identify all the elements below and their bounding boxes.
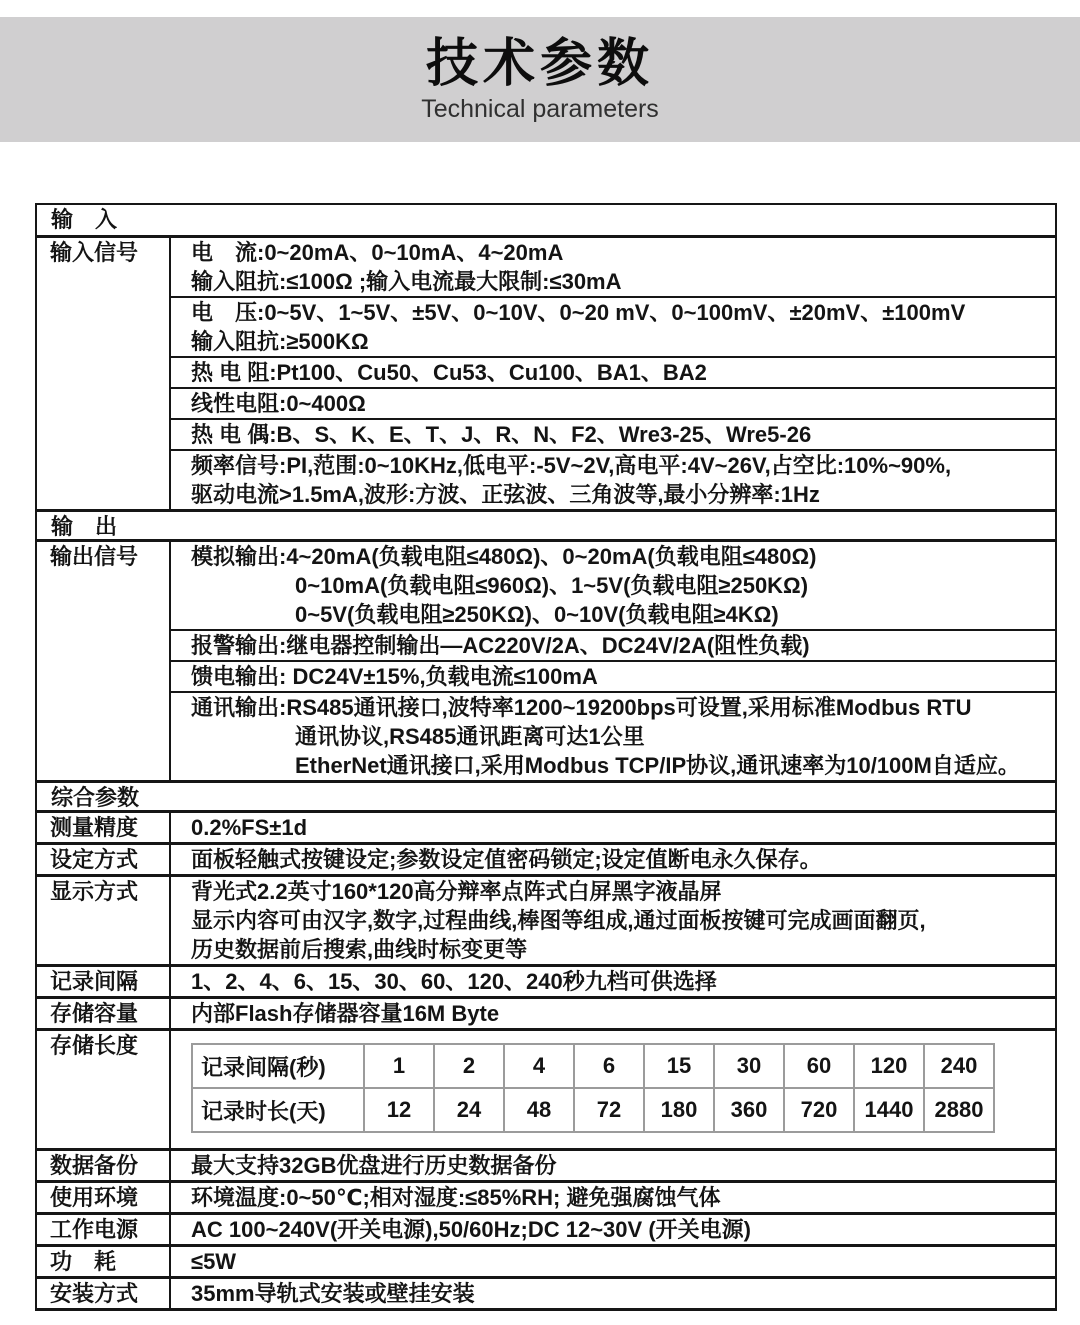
spec-line: 显示内容可由汉字,数字,过程曲线,棒图等组成,通过面板按键可完成画面翻页, [191, 908, 926, 933]
output-block-analog [171, 542, 1055, 629]
row-installation-method [37, 1276, 1055, 1308]
row-content [171, 1247, 1055, 1276]
row-label: 数据备份 [37, 1151, 171, 1180]
title-banner [0, 17, 1080, 142]
row-power-supply [37, 1212, 1055, 1244]
storage-interval-value: 15 [644, 1044, 714, 1088]
row-output-signal [37, 539, 1055, 780]
section-header-output-label: 输 出 [51, 514, 118, 539]
section-header-general [37, 780, 1055, 810]
page-subtitle: Technical parameters [421, 95, 659, 124]
row-storage-capacity [37, 996, 1055, 1028]
spec-line: 馈电输出: DC24V±15%,负载电流≤100mA [191, 664, 598, 689]
row-label-storage-length: 存储长度 [37, 1031, 171, 1148]
storage-duration-value: 720 [784, 1088, 854, 1132]
spec-table [35, 203, 1057, 1311]
spec-line: ≤5W [191, 1249, 237, 1274]
spec-line: AC 100~240V(开关电源),50/60Hz;DC 12~30V (开关电源) [191, 1217, 751, 1242]
spec-line: 通讯协议,RS485通讯距离可达1公里 [295, 724, 645, 749]
row-label: 设定方式 [37, 845, 171, 874]
row-display-method [37, 874, 1055, 964]
row-content [171, 1151, 1055, 1180]
input-block-frequency [171, 449, 1055, 509]
spec-line: 输入阻抗:≤100Ω ;输入电流最大限制:≤30mA [191, 269, 622, 294]
spec-line: 历史数据前后搜索,曲线时标变更等 [191, 937, 528, 962]
input-block-linear-resistance [171, 387, 1055, 418]
row-content [171, 1279, 1055, 1308]
input-block-current [171, 238, 1055, 296]
spec-line: 热 电 偶:B、S、K、E、T、J、R、N、F2、Wre3-25、Wre5-26 [191, 422, 812, 447]
input-block-voltage [171, 296, 1055, 356]
row-content [171, 845, 1055, 874]
storage-duration-value: 1440 [854, 1088, 924, 1132]
row-storage-length [37, 1028, 1055, 1148]
row-label-input-signal: 输入信号 [37, 238, 171, 509]
section-header-input-label: 输 入 [51, 207, 118, 232]
row-label: 功 耗 [37, 1247, 171, 1276]
spec-line: 电 流:0~20mA、0~10mA、4~20mA [191, 240, 564, 265]
row-data-backup [37, 1148, 1055, 1180]
spec-line: 线性电阻:0~400Ω [191, 391, 366, 416]
spec-line: 通讯输出:RS485通讯接口,波特率1200~19200bps可设置,采用标准Modbus RTU [191, 695, 972, 720]
row-measure-accuracy [37, 810, 1055, 842]
output-signal-content [171, 542, 1055, 780]
input-signal-content [171, 238, 1055, 509]
row-record-interval [37, 964, 1055, 996]
row-content [171, 999, 1055, 1028]
storage-interval-value: 4 [504, 1044, 574, 1088]
storage-duration-row [192, 1088, 994, 1132]
spec-line: EtherNet通讯接口,采用Modbus TCP/IP协议,通讯速率为10/100M自适应。 [295, 753, 1020, 778]
spec-line: 输入阻抗:≥500KΩ [191, 329, 369, 354]
row-content [171, 967, 1055, 996]
storage-interval-header: 记录间隔(秒) [192, 1044, 364, 1088]
output-block-alarm [171, 629, 1055, 660]
storage-duration-value: 72 [574, 1088, 644, 1132]
row-content [171, 877, 1055, 964]
storage-interval-value: 6 [574, 1044, 644, 1088]
row-operating-environment [37, 1180, 1055, 1212]
row-input-signal [37, 235, 1055, 509]
storage-duration-value: 12 [364, 1088, 434, 1132]
row-label: 工作电源 [37, 1215, 171, 1244]
spec-line: 背光式2.2英寸160*120高分辩率点阵式白屏黑字液晶屏 [191, 879, 722, 904]
storage-duration-value: 2880 [924, 1088, 994, 1132]
row-label-output-signal: 输出信号 [37, 542, 171, 780]
storage-interval-value: 1 [364, 1044, 434, 1088]
storage-length-table [191, 1043, 995, 1133]
storage-interval-value: 60 [784, 1044, 854, 1088]
spec-line: 最大支持32GB优盘进行历史数据备份 [191, 1153, 557, 1178]
row-content [171, 1031, 1055, 1148]
output-block-feed [171, 660, 1055, 691]
row-content [171, 813, 1055, 842]
storage-interval-row [192, 1044, 994, 1088]
input-block-thermocouple [171, 418, 1055, 449]
storage-interval-value: 240 [924, 1044, 994, 1088]
storage-duration-value: 48 [504, 1088, 574, 1132]
spec-line: 模拟输出:4~20mA(负载电阻≤480Ω)、0~20mA(负载电阻≤480Ω) [191, 544, 817, 569]
spec-line: 报警输出:继电器控制输出—AC220V/2A、DC24V/2A(阻性负载) [191, 633, 810, 658]
row-setting-method [37, 842, 1055, 874]
spec-line: 面板轻触式按键设定;参数设定值密码锁定;设定值断电永久保存。 [191, 847, 822, 872]
storage-interval-value: 30 [714, 1044, 784, 1088]
storage-duration-value: 24 [434, 1088, 504, 1132]
spec-line: 频率信号:PI,范围:0~10KHz,低电平:-5V~2V,高电平:4V~26V,占空比:10%~90%, [191, 453, 952, 478]
spec-line: 0~5V(负载电阻≥250KΩ)、0~10V(负载电阻≥4KΩ) [295, 602, 779, 627]
storage-interval-value: 120 [854, 1044, 924, 1088]
row-label: 使用环境 [37, 1183, 171, 1212]
row-power-consumption [37, 1244, 1055, 1276]
page-title: 技术参数 [425, 34, 654, 93]
input-block-rtd [171, 356, 1055, 387]
storage-duration-header: 记录时长(天) [192, 1088, 364, 1132]
spec-line: 驱动电流>1.5mA,波形:方波、正弦波、三角波等,最小分辨率:1Hz [191, 482, 820, 507]
section-header-output [37, 509, 1055, 539]
spec-line: 1、2、4、6、15、30、60、120、240秒九档可供选择 [191, 969, 717, 994]
output-block-communication [171, 691, 1055, 780]
spec-line: 0.2%FS±1d [191, 815, 308, 840]
row-label: 存储容量 [37, 999, 171, 1028]
spec-line: 35mm导轨式安装或壁挂安装 [191, 1281, 475, 1306]
row-content [171, 1215, 1055, 1244]
spec-line: 环境温度:0~50℃;相对湿度:≤85%RH; 避免强腐蚀气体 [191, 1185, 721, 1210]
spec-line: 内部Flash存储器容量16M Byte [191, 1001, 500, 1026]
row-label: 安装方式 [37, 1279, 171, 1308]
row-label: 测量精度 [37, 813, 171, 842]
spec-line: 热 电 阻:Pt100、Cu50、Cu53、Cu100、BA1、BA2 [191, 360, 707, 385]
storage-duration-value: 180 [644, 1088, 714, 1132]
section-header-input [37, 205, 1055, 235]
row-label: 记录间隔 [37, 967, 171, 996]
spec-line: 0~10mA(负载电阻≤960Ω)、1~5V(负载电阻≥250KΩ) [295, 573, 809, 598]
storage-interval-value: 2 [434, 1044, 504, 1088]
section-header-general-label: 综合参数 [51, 785, 140, 810]
row-content [171, 1183, 1055, 1212]
storage-duration-value: 360 [714, 1088, 784, 1132]
row-label: 显示方式 [37, 877, 171, 964]
spec-line: 电 压:0~5V、1~5V、±5V、0~10V、0~20 mV、0~100mV、±20mV、±100mV [191, 300, 966, 325]
